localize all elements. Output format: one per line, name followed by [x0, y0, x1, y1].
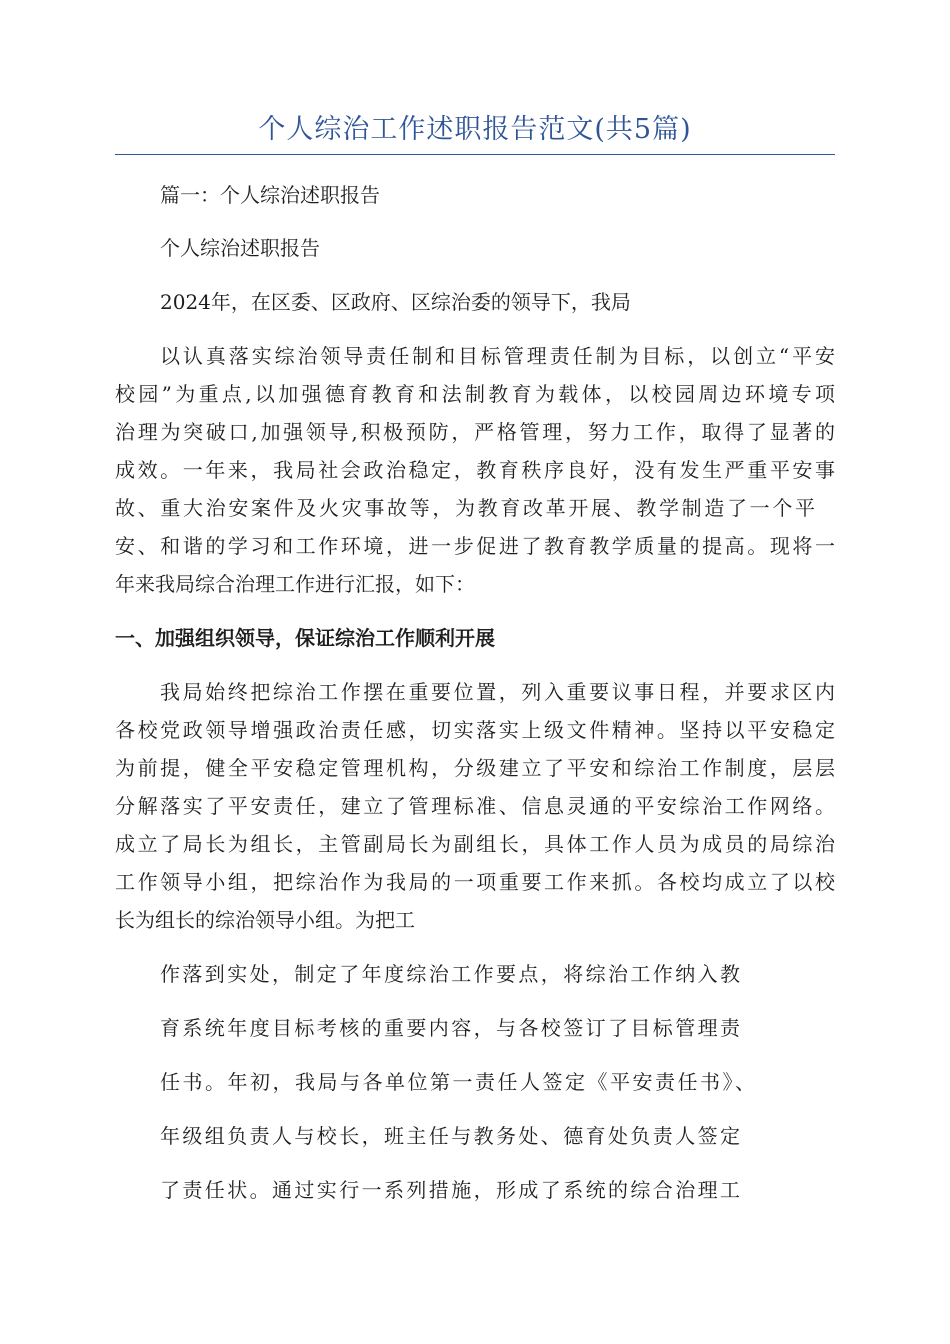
chapter-heading: 篇一：个人综治述职报告: [160, 183, 380, 207]
paragraph-line: 各校党政领导增强政治责任感，切实落实上级文件精神。坚持以平安稳定: [115, 718, 835, 742]
paragraph-line: 育系统年度目标考核的重要内容，与各校签订了目标管理责: [160, 1016, 740, 1040]
title-underline: [115, 154, 835, 155]
paragraph-line: 工作领导小组，把综治作为我局的一项重要工作来抓。各校均成立了以校: [115, 870, 835, 894]
paragraph-line: 作落到实处，制定了年度综治工作要点，将综治工作纳入教: [160, 962, 740, 986]
report-title: 个人综治述职报告: [160, 236, 320, 260]
paragraph-line: 治理为突破口,加强领导,积极预防，严格管理，努力工作，取得了显著的: [115, 420, 835, 444]
paragraph-line: 故、重大治安案件及火灾事故等，为教育改革开展、教学制造了一个平: [115, 496, 815, 520]
paragraph-line: 任书。年初，我局与各单位第一责任人签定《平安责任书》、: [160, 1070, 755, 1094]
paragraph-line: 长为组长的综治领导小组。为把工: [115, 908, 415, 932]
paragraph-line: 成立了局长为组长，主管副局长为副组长，具体工作人员为成员的局综治: [115, 832, 835, 856]
paragraph-line: 年来我局综合治理工作进行汇报，如下：: [115, 572, 475, 596]
paragraph-line: 成效。一年来，我局社会政治稳定，教育秩序良好，没有发生严重平安事: [115, 458, 835, 482]
section-heading: 一、加强组织领导，保证综治工作顺利开展: [115, 626, 495, 650]
paragraph-line: 我局始终把综治工作摆在重要位置，列入重要议事日程，并要求区内: [160, 680, 835, 704]
paragraph-line: 校园”为重点,以加强德育教育和法制教育为载体，以校园周边环境专项: [115, 382, 835, 406]
paragraph-line: 了责任状。通过实行一系列措施，形成了系统的综合治理工: [160, 1178, 740, 1202]
document-title: 个人综治工作述职报告范文(共5篇): [258, 114, 692, 145]
intro-line: 2024年，在区委、区政府、区综治委的领导下，我局: [160, 290, 631, 314]
paragraph-line: 年级组负责人与校长，班主任与教务处、德育处负责人签定: [160, 1124, 740, 1148]
paragraph-line: 安、和谐的学习和工作环境，进一步促进了教育教学质量的提高。现将一: [115, 534, 835, 558]
paragraph-line: 以认真落实综治领导责任制和目标管理责任制为目标，以创立“平安: [160, 344, 835, 368]
paragraph-line: 为前提，健全平安稳定管理机构，分级建立了平安和综治工作制度，层层: [115, 756, 835, 780]
paragraph-line: 分解落实了平安责任，建立了管理标准、信息灵通的平安综治工作网络。: [115, 794, 835, 818]
